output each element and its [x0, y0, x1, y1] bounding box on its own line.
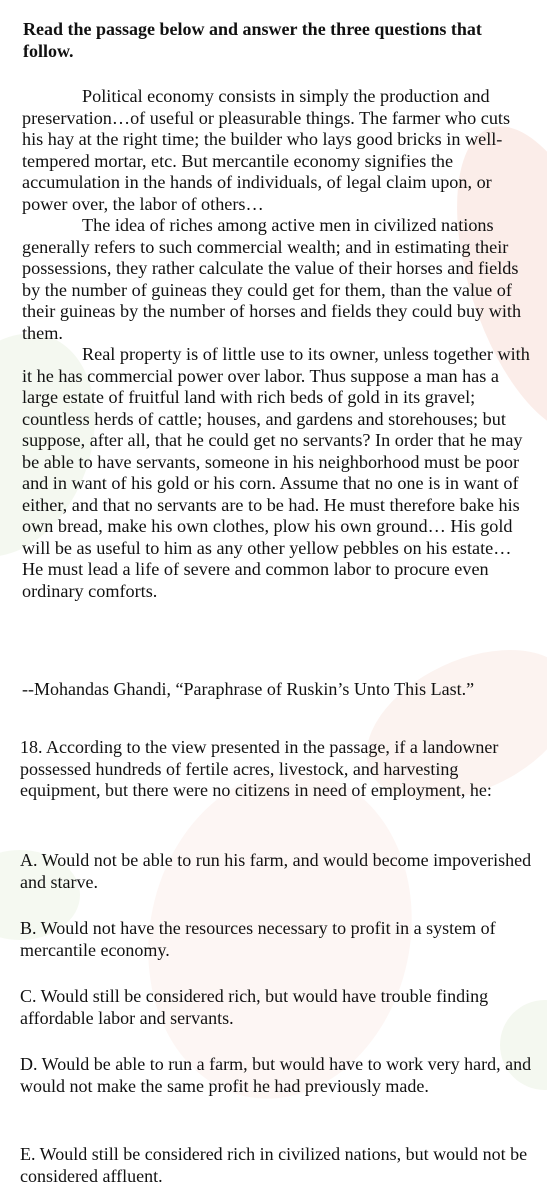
passage-paragraph: Political economy consists in simply the production and preservation…of useful or pleasurable things. The farmer who cuts his hay at the right time; the builder who lays good bricks in well-tempered mortar, etc. But mercantile economy signifies the accumulation in the hands of individuals, of legal claim upon, or power over, the labor of others…	[22, 86, 511, 214]
answer-option-d: D. Would be able to run a farm, but would have to work very hard, and would not make the same profit he had previously made.	[20, 1054, 532, 1096]
answer-option-a: A. Would not be able to run his farm, and would become impoverished and starve.	[20, 850, 532, 892]
question-stem: 18. According to the view presented in the passage, if a landowner possessed hundreds of fertile acres, livestock, and harvesting equipment, but there were no citizens in need of employment, he:	[20, 737, 499, 800]
passage-attribution: --Mohandas Ghandi, “Paraphrase of Ruskin’s Unto This Last.”	[22, 679, 475, 699]
answer-option-c: C. Would still be considered rich, but would have trouble finding affordable labor and servants.	[20, 986, 489, 1028]
answer-option-b: B. Would not have the resources necessary to profit in a system of mercantile economy.	[20, 918, 496, 960]
answer-option-e: E. Would still be considered rich in civilized nations, but would not be considered affluent.	[20, 1144, 528, 1186]
instructions-heading: Read the passage below and answer the three questions that follow.	[23, 19, 482, 61]
passage	[22, 86, 530, 602]
passage-paragraph: Real property is of little use to its owner, unless together with it he has commercial power over labor. Thus suppose a man has a large estate of fruitful land with rich beds of gold in its gravel; countless herds of cattle; houses, and gardens and storehouses; but suppose, after all, that he could get no servants? In order that he may be able to have servants, someone in his neighborhood must be poor and in want of his gold or his corn. Assume that no one is in want of either, and that no servants are to be had. He must therefore bake his own bread, make his own clothes, plow his own ground… His gold will be as useful to him as any other yellow pebbles on his estate… He must lead a life of severe and common labor to procure even ordinary comforts.	[22, 344, 530, 601]
passage-paragraph: The idea of riches among active men in civilized nations generally refers to such commercial wealth; and in estimating their possessions, they rather calculate the value of their horses and fields by the number of guineas they could get for them, than the value of their guineas by the number of horses and fields they could buy with them.	[22, 215, 522, 343]
